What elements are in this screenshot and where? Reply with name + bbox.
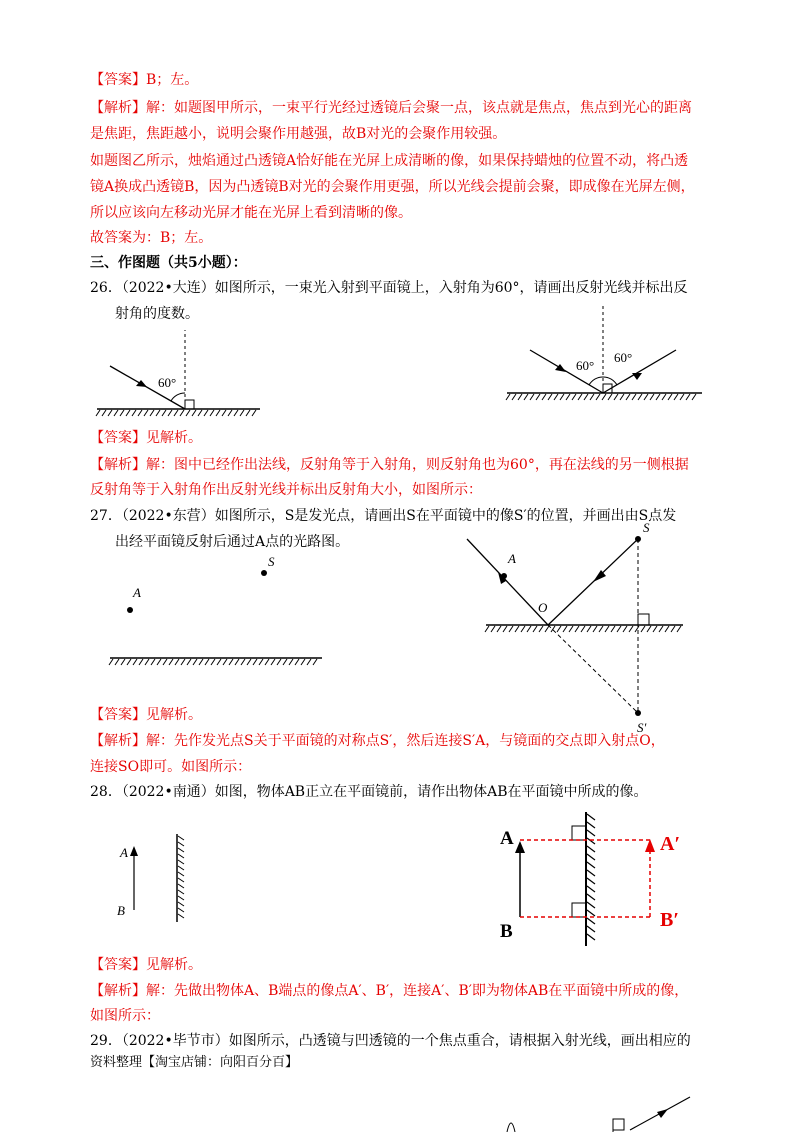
page-footer: 资料整理【淘宝店铺：向阳百分百】: [90, 1055, 299, 1070]
point-label: O: [538, 600, 548, 615]
analysis-line: 【解析】解：先作发光点S关于平面镜的对称点S′，然后连接S′A，与镜面的交点即入射点O，: [90, 733, 665, 749]
answer-line: 【答案】B；左。: [90, 72, 199, 88]
answer-line: 【答案】见解析。: [90, 430, 202, 446]
analysis-line: 【解析】解：图中已经作出法线，反射角等于入射角，则反射角也为60°，再在法线的另一侧根据: [90, 457, 689, 473]
angle-label: 60°: [576, 358, 595, 373]
question-stem: 26．（2022•大连）如图所示，一束光入射到平面镜上，入射角为60°，请画出反射光线并标出反: [90, 280, 688, 296]
question-stem: 射角的度数。: [115, 306, 199, 322]
analysis-line: 如题图乙所示，烛焰通过凸透镜A恰好能在光屏上成清晰的像，如果保持蜡烛的位置不动，将凸透: [90, 153, 689, 169]
point-label: B: [500, 921, 513, 942]
analysis-line: 是焦距，焦距越小，说明会聚作用越强，故B对光的会聚作用较强。: [90, 126, 507, 142]
question-stem: 27．（2022•东营）如图所示，S是发光点，请画出S在平面镜中的像S′的位置，并画出由S点发: [90, 508, 677, 524]
answer-line: 【答案】见解析。: [90, 957, 202, 973]
answer-line: 【答案】见解析。: [90, 707, 202, 723]
point-label: S: [268, 554, 275, 569]
analysis-line: 故答案为：B；左。: [90, 230, 213, 246]
point-label: A: [500, 828, 514, 849]
analysis-line: 【解析】解：先做出物体A、B端点的像点A′、B′，连接A′、B′即为物体AB在平面镜中所成的像，: [90, 983, 689, 999]
point-label: B′: [660, 909, 679, 931]
point-label: A: [133, 585, 141, 600]
angle-label: 60°: [614, 350, 633, 365]
point-label: S: [643, 520, 650, 535]
analysis-line: 镜A换成凸透镜B，因为凸透镜B对光的会聚作用更强，所以光线会提前会聚，即成像在光屏左侧，: [90, 179, 695, 195]
analysis-line: 所以应该向左移动光屏才能在光屏上看到清晰的像。: [90, 205, 412, 221]
analysis-line: 连接SO即可。如图所示：: [90, 759, 252, 775]
question-stem: 29．（2022•毕节市）如图所示，凸透镜与凹透镜的一个焦点重合，请根据入射光线，画出相应的: [90, 1033, 691, 1049]
analysis-line: 【解析】解：如题图甲所示，一束平行光经过透镜后会聚一点，该点就是焦点，焦点到光心的距离: [90, 100, 692, 116]
point-label: B: [117, 903, 125, 918]
point-label: S′: [637, 720, 647, 735]
point-label: A′: [660, 833, 681, 855]
analysis-line: 如图所示：: [90, 1008, 160, 1024]
question-stem: 28．（2022•南通）如图，物体AB正立在平面镜前，请作出物体AB在平面镜中所成的像。: [90, 784, 648, 800]
analysis-line: 反射角等于入射角作出反射光线并标出反射角大小，如图所示：: [90, 482, 482, 498]
question-stem: 出经平面镜反射后通过A点的光路图。: [115, 534, 350, 550]
angle-label: 60°: [158, 375, 177, 390]
point-label: A: [508, 551, 516, 566]
point-label: A: [120, 845, 128, 860]
section-title: 三、作图题（共5小题）：: [90, 255, 247, 271]
